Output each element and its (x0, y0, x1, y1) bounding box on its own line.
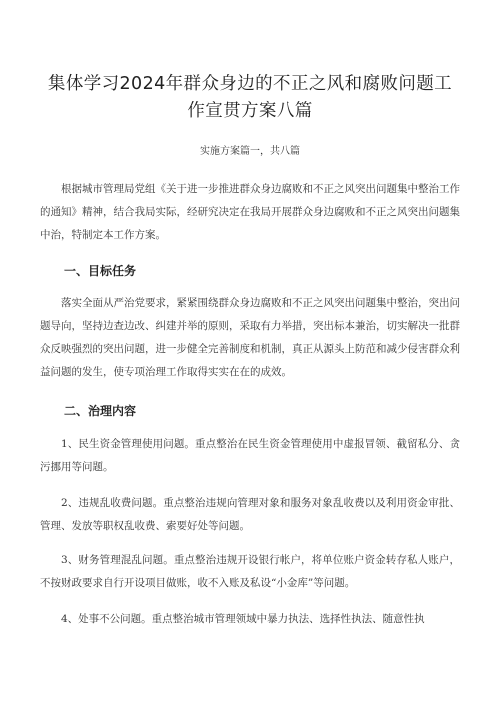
content-item-3: 3、财务管理混乱问题。重点整治违规开设银行帐户，将单位账户资金转存私人账户，不按财政要求自行开设项目做账，收不入账及私设“小金库”等问题。 (40, 554, 460, 589)
page-subtitle: 实施方案篇一，共八篇 (200, 146, 300, 157)
section-heading-goals: 一、目标任务 (64, 264, 137, 278)
content-item-2: 2、违规乱收费问题。重点整治违规向管理对象和服务对象乱收费以及利用资金审批、管理、发放等职权乱收费、索要好处等问题。 (40, 497, 460, 532)
page-title: 集体学习2024年群众身边的不正之风和腐败问题工作宣贯方案八篇 (47, 74, 453, 121)
content-item-4: 4、处事不公问题。重点整治城市管理领域中暴力执法、选择性执法、随意性执 (61, 613, 425, 625)
intro-paragraph: 根据城市管理局党组《关于进一步推进群众身边腐败和不正之风突出问题集中整治工作的通知》精神，结合我局实际，经研究决定在我局开展群众身边腐败和不正之风突出问题集中治，特制定本工作方案。 (40, 183, 460, 241)
goals-paragraph: 落实全面从严治党要求，紧紧围绕群众身边腐败和不正之风突出问题集中整治，突出问题导向，坚持边查边改、纠建并举的原则，采取有力举措，突出标本兼治，切实解决一批群众反映强烈的突出问题，进一步健全完善制度和机制，真正从源头上防范和减少侵害群众利益问题的发生，使专项治理工作取得实实在在的成效。 (40, 297, 460, 378)
content-item-1: 1、民生资金管理使用问题。重点整治在民生资金管理使用中虚报冒领、截留私分、贪污挪用等问题。 (40, 438, 460, 473)
section-heading-content: 二、治理内容 (64, 404, 137, 418)
